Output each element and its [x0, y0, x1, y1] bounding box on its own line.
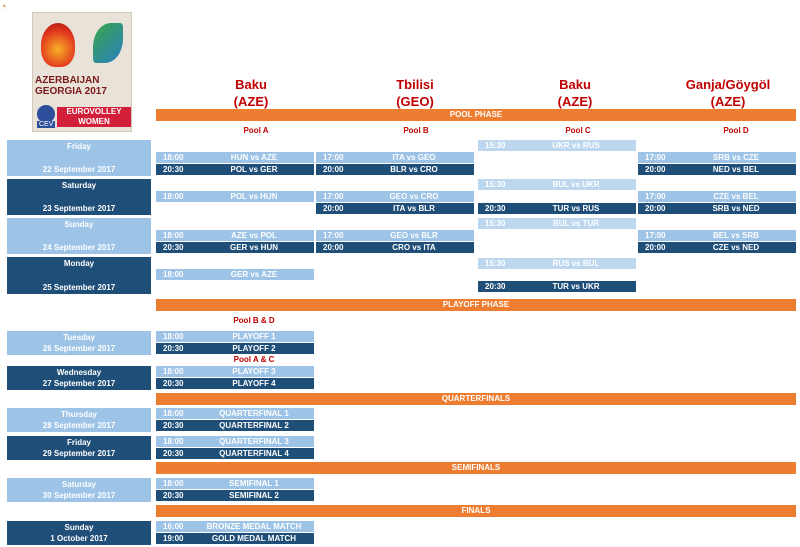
- match-time: 18:00: [163, 270, 184, 279]
- quarterfinals-bar: QUARTERFINALS: [156, 393, 796, 405]
- match-time: 20:30: [485, 204, 506, 213]
- match-srb-ned: [638, 203, 796, 214]
- match-time: 20:00: [323, 243, 344, 252]
- match-game: QUARTERFINAL 2: [219, 421, 289, 430]
- match-game: ITA vs BLR: [393, 204, 435, 213]
- match-time: 18:00: [163, 231, 184, 240]
- venue-country: (GEO): [396, 94, 434, 109]
- match-time: 17:00: [323, 153, 344, 162]
- match-gold-medal: [156, 533, 314, 544]
- day-date: 27 September 2017: [42, 379, 116, 388]
- match-game: GEO vs BLR: [390, 231, 438, 240]
- match-game: UKR vs RUS: [552, 141, 600, 150]
- match-playoff-4: [156, 378, 314, 389]
- flame-icon: [41, 23, 75, 67]
- match-game: GER vs AZE: [230, 270, 278, 279]
- venue-header-tbilisi: [360, 76, 470, 110]
- venue-city: Baku: [235, 77, 267, 92]
- venue-country: (AZE): [557, 94, 593, 109]
- match-time: 18:00: [163, 367, 184, 376]
- match-game: POL vs HUN: [230, 192, 278, 201]
- match-game: BUL vs UKR: [552, 180, 600, 189]
- match-geo-blr: [316, 230, 474, 241]
- day-date: 30 September 2017: [42, 491, 116, 500]
- day-date: 24 September 2017: [42, 243, 116, 252]
- match-time: 20:30: [485, 282, 506, 291]
- match-game: BLR vs CRO: [390, 165, 438, 174]
- match-time: 18:00: [163, 153, 184, 162]
- eurovolley-badge: [57, 107, 131, 127]
- venue-city: Baku: [559, 77, 591, 92]
- match-game: GER vs HUN: [229, 243, 278, 252]
- venue-header-ganja: [668, 76, 788, 110]
- match-time: 20:30: [163, 243, 184, 252]
- match-time: 19:00: [163, 534, 184, 543]
- match-bul-ukr: [478, 179, 636, 190]
- match-time: 20:30: [163, 449, 184, 458]
- match-pol-ger: [156, 164, 314, 175]
- match-ned-bel: [638, 164, 796, 175]
- match-game: SRB vs CZE: [712, 153, 760, 162]
- match-time: 16:00: [163, 522, 184, 531]
- match-game: GOLD MEDAL MATCH: [211, 534, 297, 543]
- logo-brand-line2: GEORGIA 2017: [35, 86, 107, 97]
- match-game: HUN vs AZE: [230, 153, 278, 162]
- match-game: CZE vs BEL: [713, 192, 759, 201]
- match-game: SEMIFINAL 1: [229, 479, 279, 488]
- match-blr-cro: [316, 164, 474, 175]
- match-game: SEMIFINAL 2: [229, 491, 279, 500]
- match-pol-hun: [156, 191, 314, 202]
- match-cze-ned: [638, 242, 796, 253]
- match-game: AZE vs POL: [231, 231, 277, 240]
- match-game: PLAYOFF 1: [232, 332, 276, 341]
- day-date: 23 September 2017: [42, 204, 116, 213]
- day-date: 29 September 2017: [42, 449, 116, 458]
- day-name: Saturday: [61, 181, 97, 190]
- match-game: TUR vs UKR: [552, 282, 600, 291]
- match-bronze-medal: [156, 521, 314, 532]
- day-name: Wednesday: [56, 368, 102, 377]
- match-game: QUARTERFINAL 4: [219, 449, 289, 458]
- match-game: PLAYOFF 4: [232, 379, 276, 388]
- pool-b-d-label: Pool B & D: [233, 316, 275, 325]
- match-geo-cro: [316, 191, 474, 202]
- match-time: 18:00: [163, 479, 184, 488]
- match-time: 17:00: [645, 231, 666, 240]
- logo-brand: [35, 75, 131, 97]
- match-playoff-2: [156, 343, 314, 354]
- day-name: Thursday: [60, 410, 97, 419]
- match-time: 18:00: [163, 192, 184, 201]
- match-ukr-rus: [478, 140, 636, 151]
- playoff-phase-bar: PLAYOFF PHASE: [156, 299, 796, 311]
- match-time: 20:00: [323, 165, 344, 174]
- match-game: POL vs GER: [230, 165, 278, 174]
- match-ita-blr: [316, 203, 474, 214]
- venue-header-baku-c: [520, 76, 630, 110]
- match-time: 20:00: [645, 165, 666, 174]
- logo-brand-line1: AZERBAIJAN: [35, 75, 100, 86]
- match-time: 15:30: [485, 219, 506, 228]
- match-time: 15:30: [485, 259, 506, 268]
- day-name: Saturday: [61, 480, 97, 489]
- match-cro-ita: [316, 242, 474, 253]
- day-label-saturday-30: [7, 478, 151, 502]
- eurovolley-line2: WOMEN: [78, 117, 110, 126]
- day-label-tuesday-26: [7, 331, 151, 355]
- venue-city: Tbilisi: [396, 77, 434, 92]
- match-time: 17:00: [645, 153, 666, 162]
- match-rus-bul: [478, 258, 636, 269]
- pool-a-label: Pool A: [243, 126, 269, 135]
- match-time: 20:30: [163, 421, 184, 430]
- match-bel-srb: [638, 230, 796, 241]
- match-time: 20:30: [163, 165, 184, 174]
- match-time: 18:00: [163, 409, 184, 418]
- day-label-friday-29: [7, 436, 151, 460]
- match-game: BUL vs TUR: [552, 219, 600, 228]
- day-label-saturday-23: [7, 179, 151, 215]
- pool-a-c-label: Pool A & C: [233, 355, 275, 364]
- finals-bar: FINALS: [156, 505, 796, 517]
- match-time: 15:30: [485, 141, 506, 150]
- day-date: 28 September 2017: [42, 421, 116, 430]
- match-game: PLAYOFF 3: [232, 367, 276, 376]
- match-game: NED vs BEL: [712, 165, 760, 174]
- match-aze-pol: [156, 230, 314, 241]
- match-ger-aze: [156, 269, 314, 280]
- match-game: TUR vs RUS: [552, 204, 600, 213]
- match-time: 20:00: [645, 204, 666, 213]
- match-time: 17:00: [323, 231, 344, 240]
- volleyball-icon: ◔: [0, 1, 7, 13]
- match-ger-hun: [156, 242, 314, 253]
- day-label-monday-25: [7, 257, 151, 294]
- pool-phase-bar: POOL PHASE: [156, 109, 796, 121]
- match-time: 20:00: [323, 204, 344, 213]
- eurovolley-logo: [32, 12, 132, 132]
- venue-country: (AZE): [710, 94, 746, 109]
- match-time: 15:30: [485, 180, 506, 189]
- match-srb-cze: [638, 152, 796, 163]
- pool-d-label: Pool D: [723, 126, 749, 135]
- match-tur-ukr: [478, 281, 636, 292]
- match-semifinal-1: [156, 478, 314, 489]
- match-game: QUARTERFINAL 3: [219, 437, 289, 446]
- match-playoff-1: [156, 331, 314, 342]
- match-time: 20:00: [645, 243, 666, 252]
- match-time: 17:00: [323, 192, 344, 201]
- match-time: 20:30: [163, 379, 184, 388]
- day-name: Monday: [63, 259, 95, 268]
- day-label-sunday-24: [7, 218, 151, 254]
- pool-b-label: Pool B: [403, 126, 429, 135]
- match-bul-tur: [478, 218, 636, 229]
- match-game: RUS vs BUL: [552, 259, 600, 268]
- match-hun-aze: [156, 152, 314, 163]
- match-cze-bel: [638, 191, 796, 202]
- day-label-sunday-1-oct: [7, 521, 151, 545]
- eurovolley-line1: EUROVOLLEY: [66, 107, 122, 116]
- flag-ribbon-icon: [93, 23, 123, 63]
- pool-c-label: Pool C: [565, 126, 591, 135]
- match-time: 20:30: [163, 344, 184, 353]
- match-quarterfinal-4: [156, 448, 314, 459]
- match-ita-geo: [316, 152, 474, 163]
- day-label-thursday-28: [7, 408, 151, 432]
- match-game: BEL vs SRB: [712, 231, 760, 240]
- match-playoff-3: [156, 366, 314, 377]
- day-date: 25 September 2017: [42, 283, 116, 292]
- match-semifinal-2: [156, 490, 314, 501]
- day-name: Sunday: [64, 220, 94, 229]
- match-game: SRB vs NED: [712, 204, 760, 213]
- day-label-friday-22: [7, 140, 151, 176]
- match-tur-rus: [478, 203, 636, 214]
- day-name: Friday: [66, 438, 91, 447]
- match-game: ITA vs GEO: [392, 153, 436, 162]
- match-quarterfinal-2: [156, 420, 314, 431]
- day-label-wednesday-27: [7, 366, 151, 390]
- match-game: BRONZE MEDAL MATCH: [206, 522, 302, 531]
- day-date: 1 October 2017: [50, 534, 108, 543]
- match-game: QUARTERFINAL 1: [219, 409, 289, 418]
- match-time: 20:30: [163, 491, 184, 500]
- cev-label: CEV: [39, 121, 54, 128]
- match-game: CRO vs ITA: [392, 243, 436, 252]
- match-game: PLAYOFF 2: [232, 344, 276, 353]
- match-quarterfinal-1: [156, 408, 314, 419]
- day-name: Friday: [66, 142, 91, 151]
- venue-city: Ganja/Göygöl: [685, 77, 771, 92]
- match-quarterfinal-3: [156, 436, 314, 447]
- match-game: GEO vs CRO: [389, 192, 439, 201]
- day-date: 26 September 2017: [42, 344, 116, 353]
- day-date: 22 September 2017: [42, 165, 116, 174]
- match-time: 18:00: [163, 437, 184, 446]
- day-name: Sunday: [64, 523, 94, 532]
- match-game: CZE vs NED: [712, 243, 760, 252]
- match-time: 17:00: [645, 192, 666, 201]
- semifinals-bar: SEMIFINALS: [156, 462, 796, 474]
- day-name: Tuesday: [63, 333, 95, 342]
- match-time: 18:00: [163, 332, 184, 341]
- venue-header-baku-a: [196, 76, 306, 110]
- venue-country: (AZE): [233, 94, 269, 109]
